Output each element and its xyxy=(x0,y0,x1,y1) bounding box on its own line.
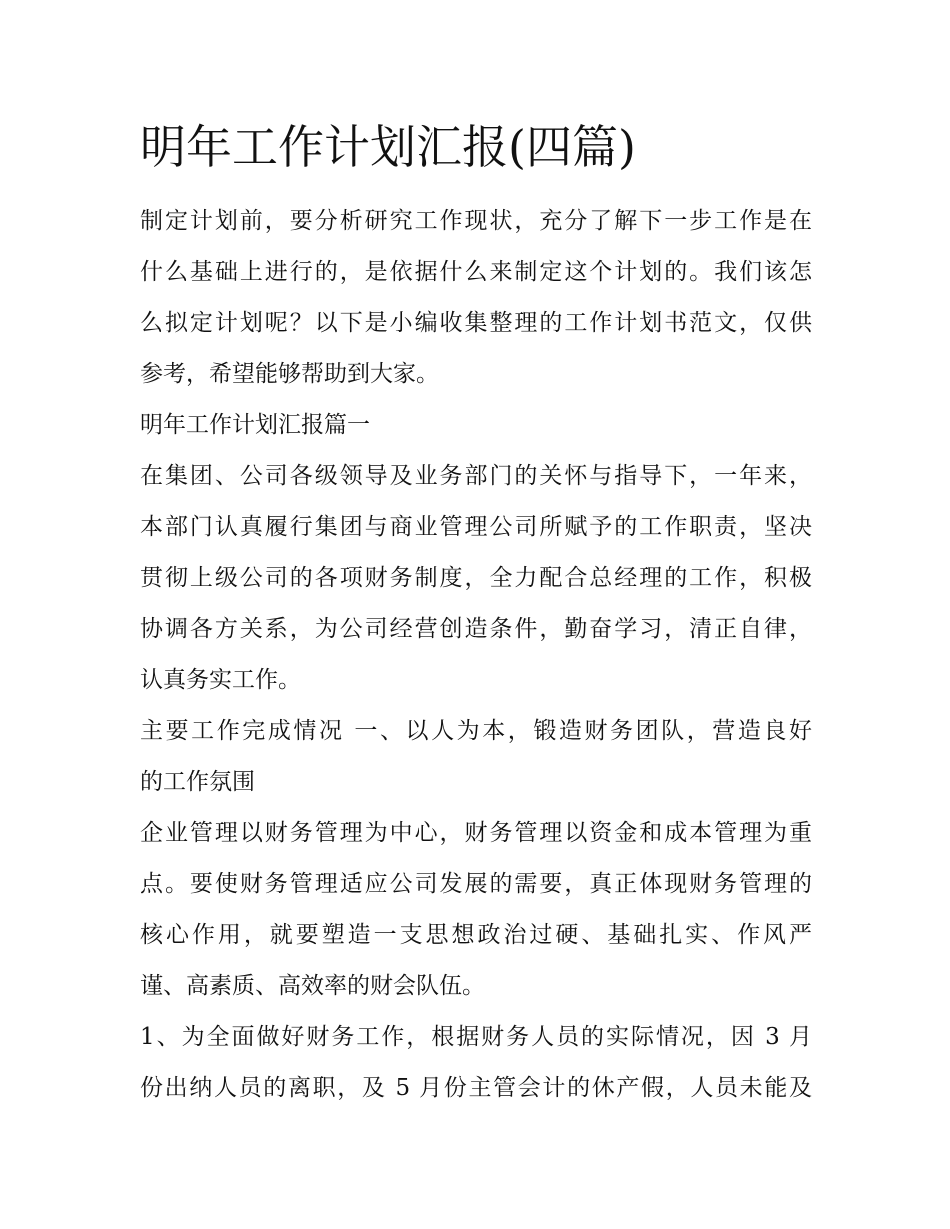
text-line: 企业管理以财务管理为中心，财务管理以资金和成本管理为重 xyxy=(140,820,812,846)
text-line: 份出纳人员的离职，及 5 月份主管会计的休产假，人员未能及 xyxy=(140,1075,812,1101)
text-line: 点。要使财务管理适应公司发展的需要，真正体现财务管理的 xyxy=(140,871,812,897)
text-line: 谨、高素质、高效率的财会队伍。 xyxy=(140,973,485,999)
text-line: 本部门认真履行集团与商业管理公司所赋予的工作职责，坚决 xyxy=(140,514,812,540)
text-line: 参考，希望能够帮助到大家。 xyxy=(140,361,439,387)
text-line: 认真务实工作。 xyxy=(140,667,301,693)
text-line: 制定计划前，要分析研究工作现状，充分了解下一步工作是在 xyxy=(140,208,812,234)
document-title: 明年工作计划汇报(四篇) xyxy=(140,120,636,174)
text-line: 1、为全面做好财务工作，根据财务人员的实际情况，因 3 月 xyxy=(140,1024,812,1050)
text-line: 主要工作完成情况 一、以人为本，锻造财务团队，营造良好 xyxy=(140,718,812,744)
document-body xyxy=(140,196,812,1114)
text-line: 协调各方关系，为公司经营创造条件，勤奋学习，清正自律， xyxy=(140,616,812,642)
text-line: 核心作用，就要塑造一支思想政治过硬、基础扎实、作风严 xyxy=(140,922,812,948)
text-line: 么拟定计划呢？以下是小编收集整理的工作计划书范文，仅供 xyxy=(140,310,812,336)
text-line: 贯彻上级公司的各项财务制度，全力配合总经理的工作，积极 xyxy=(140,565,812,591)
text-line: 的工作氛围 xyxy=(140,769,255,795)
text-line: 在集团、公司各级领导及业务部门的关怀与指导下，一年来， xyxy=(140,463,812,489)
text-line: 明年工作计划汇报篇一 xyxy=(140,412,370,438)
text-line: 什么基础上进行的，是依据什么来制定这个计划的。我们该怎 xyxy=(140,259,812,285)
